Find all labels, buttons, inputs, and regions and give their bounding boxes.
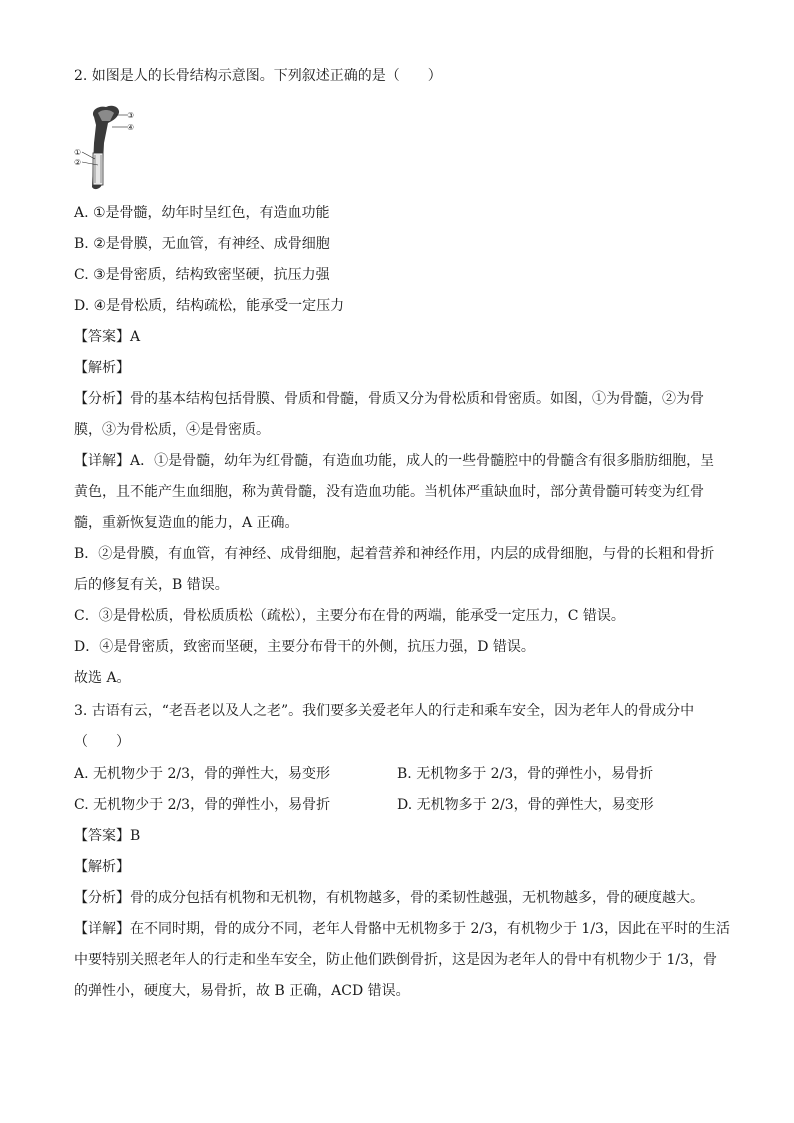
q2-option-b: B. ②是骨膜，无血管，有神经、成骨细胞 [74, 236, 330, 252]
q2-detail-line: C．③是骨松质，骨松质质松（疏松），主要分布在骨的两端，能承受一定压力，C 错误。 [74, 608, 625, 624]
q2-option-c: C. ③是骨密质，结构致密坚硬，抗压力强 [74, 267, 330, 283]
q2-detail-line: 后的修复有关，B 错误。 [74, 577, 229, 593]
q3-option-b: B. 无机物多于 2/3，骨的弹性小，易骨折 [397, 766, 654, 782]
figure-label-2: ② [74, 158, 82, 167]
q3-option-d: D. 无机物多于 2/3，骨的弹性大，易变形 [397, 797, 654, 813]
q2-analysis [74, 384, 724, 694]
q3-option-a: A. 无机物少于 2/3，骨的弹性大，易变形 [74, 766, 330, 782]
q2-analysis-line: 【分析】骨的基本结构包括骨膜、骨质和骨髓，骨质又分为骨松质和骨密质。如图，①为骨髓，②为骨 [74, 391, 704, 407]
q3-option-c: C. 无机物少于 2/3，骨的弹性小，易骨折 [74, 797, 331, 813]
q2-detail-line: B．②是骨膜，有血管，有神经、成骨细胞，起着营养和神经作用，内层的成骨细胞，与骨的长粗和骨折 [74, 546, 715, 562]
q3-stem-line: 3. 古语有云，“老吾老以及人之老”。我们要多关爱老年人的行走和乘车安全，因为老年人的骨成分中 [74, 703, 695, 719]
q2-analysis-heading: 【解析】 [74, 360, 130, 376]
q3-stem [74, 696, 724, 758]
q3-detail-line: 【详解】在不同时期，骨的成分不同，老年人骨骼中无机物多于 2/3，有机物少于 1/3，因此在平时的生活 [74, 921, 730, 937]
q3-detail-line: 中要特别关照老年人的行走和坐车安全，防止他们跌倒骨折，这是因为老年人的骨中有机物少于 1/3，骨 [74, 952, 717, 968]
q3-answer: 【答案】B [74, 828, 141, 844]
q2-analysis-line: 膜，③为骨松质，④是骨密质。 [74, 422, 270, 438]
q3-stem-line: （ ） [74, 734, 130, 750]
figure-label-1: ① [74, 148, 82, 157]
q3-detail-line: 的弹性小，硬度大，易骨折，故 B 正确，ACD 错误。 [74, 983, 410, 999]
figure-label-4: ④ [127, 123, 135, 132]
figure-label-3: ③ [127, 111, 135, 120]
q2-detail-line: 黄色，且不能产生血细胞，称为黄骨髓，没有造血功能。当机体严重缺血时，部分黄骨髓可转变为红骨 [74, 484, 704, 500]
q2-stem: 2. 如图是人的长骨结构示意图。下列叙述正确的是（ ） [74, 68, 442, 84]
q2-option-d: D. ④是骨松质，结构疏松，能承受一定压力 [74, 298, 345, 314]
q2-detail-line: 髓，重新恢复造血的能力，A 正确。 [74, 515, 299, 531]
q2-detail-line: 【详解】A．①是骨髓，幼年为红骨髓，有造血功能，成人的一些骨髓腔中的骨髓含有很多脂肪细胞，呈 [74, 453, 715, 469]
q3-analysis: 【分析】骨的成分包括有机物和无机物，有机物越多，骨的柔韧性越强，无机物越多，骨的硬度越大。 [74, 890, 704, 906]
q3-detail [74, 914, 730, 1007]
q2-detail-line: 故选 A。 [74, 670, 131, 686]
q2-option-a: A. ①是骨髓，幼年时呈红色，有造血功能 [74, 205, 330, 221]
q2-answer: 【答案】A [74, 329, 141, 345]
long-bone-diagram [72, 103, 142, 193]
q2-detail-line: D．④是骨密质，致密而坚硬，主要分布骨干的外侧，抗压力强，D 错误。 [74, 639, 535, 655]
q3-analysis-heading: 【解析】 [74, 859, 130, 875]
